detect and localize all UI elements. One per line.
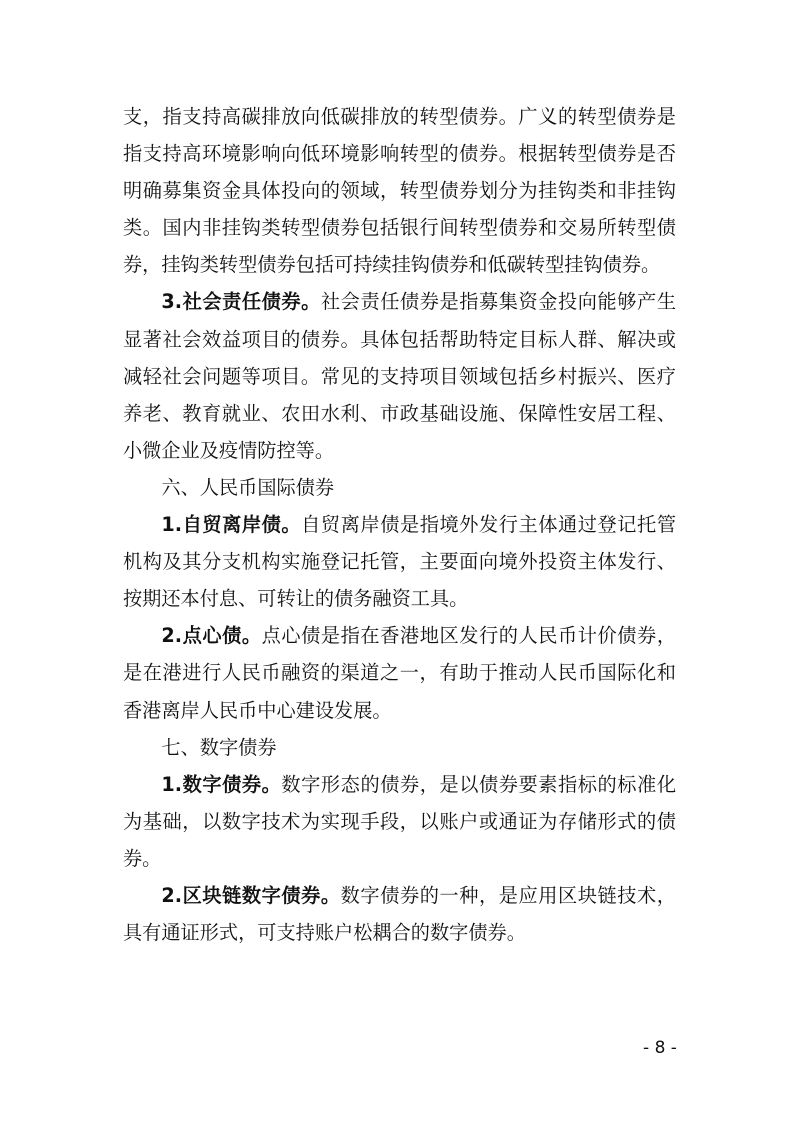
paragraph-lead-term: 1.自贸离岸债。 [161,513,302,537]
paragraph-dim-sum-bonds [123,617,676,728]
page-number: - 8 - [643,1038,677,1058]
section-heading-text: 六、人民币国际债券 [161,475,335,499]
section-heading-rmb-international-bonds [123,469,676,506]
paragraph-text: 数字形态的债券，是以债券要素指标的标准化为基础，以数字技术为实现手段，以账户或通证为存储形式的债券。 [123,772,677,870]
paragraph-lead-term: 2.点心债。 [161,624,262,648]
document-body [123,98,676,951]
paragraph-lead-term: 2.区块链数字债券。 [161,883,341,907]
paragraph-transition-bonds [123,98,676,283]
paragraph-blockchain-digital-bonds [123,877,676,951]
paragraph-lead-term: 1.数字债券。 [161,772,282,796]
paragraph-social-responsibility-bonds [123,283,676,468]
section-heading-digital-bonds [123,729,676,766]
paragraph-text: 社会责任债券是指募集资金投向能够产生显著社会效益项目的债券。具体包括帮助特定目标人群、解决或减轻社会问题等项目。常见的支持项目领域包括乡村振兴、医疗养老、教育就业、农田水利、市政基础设施、保障性安居工程、小微企业及疫情防控等。 [123,290,677,462]
paragraph-text: 支，指支持高碳排放向低碳排放的转型债券。广义的转型债券是指支持高环境影响向低环境影响转型的债券。根据转型债券是否明确募集资金具体投向的领域，转型债券划分为挂钩类和非挂钩类。国内非挂钩类转型债券包括银行间转型债券和交易所转型债券，挂钩类转型债券包括可持续挂钩债券和低碳转型挂钩债券。 [123,105,676,277]
paragraph-ftz-offshore-bonds [123,506,676,617]
paragraph-text: 点心债是指在香港地区发行的人民币计价债券，是在港进行人民币融资的渠道之一，有助于推动人民币国际化和香港离岸人民币中心建设发展。 [123,624,677,722]
paragraph-digital-bonds [123,766,676,877]
paragraph-lead-term: 3.社会责任债券。 [161,290,321,314]
section-heading-text: 七、数字债券 [161,735,277,759]
paragraph-text: 数字债券的一种，是应用区块链技术，具有通证形式，可支持账户松耦合的数字债券。 [123,883,676,945]
paragraph-text: 自贸离岸债是指境外发行主体通过登记托管机构及其分支机构实施登记托管，主要面向境外投资主体发行、按期还本付息、可转让的债务融资工具。 [123,513,677,611]
